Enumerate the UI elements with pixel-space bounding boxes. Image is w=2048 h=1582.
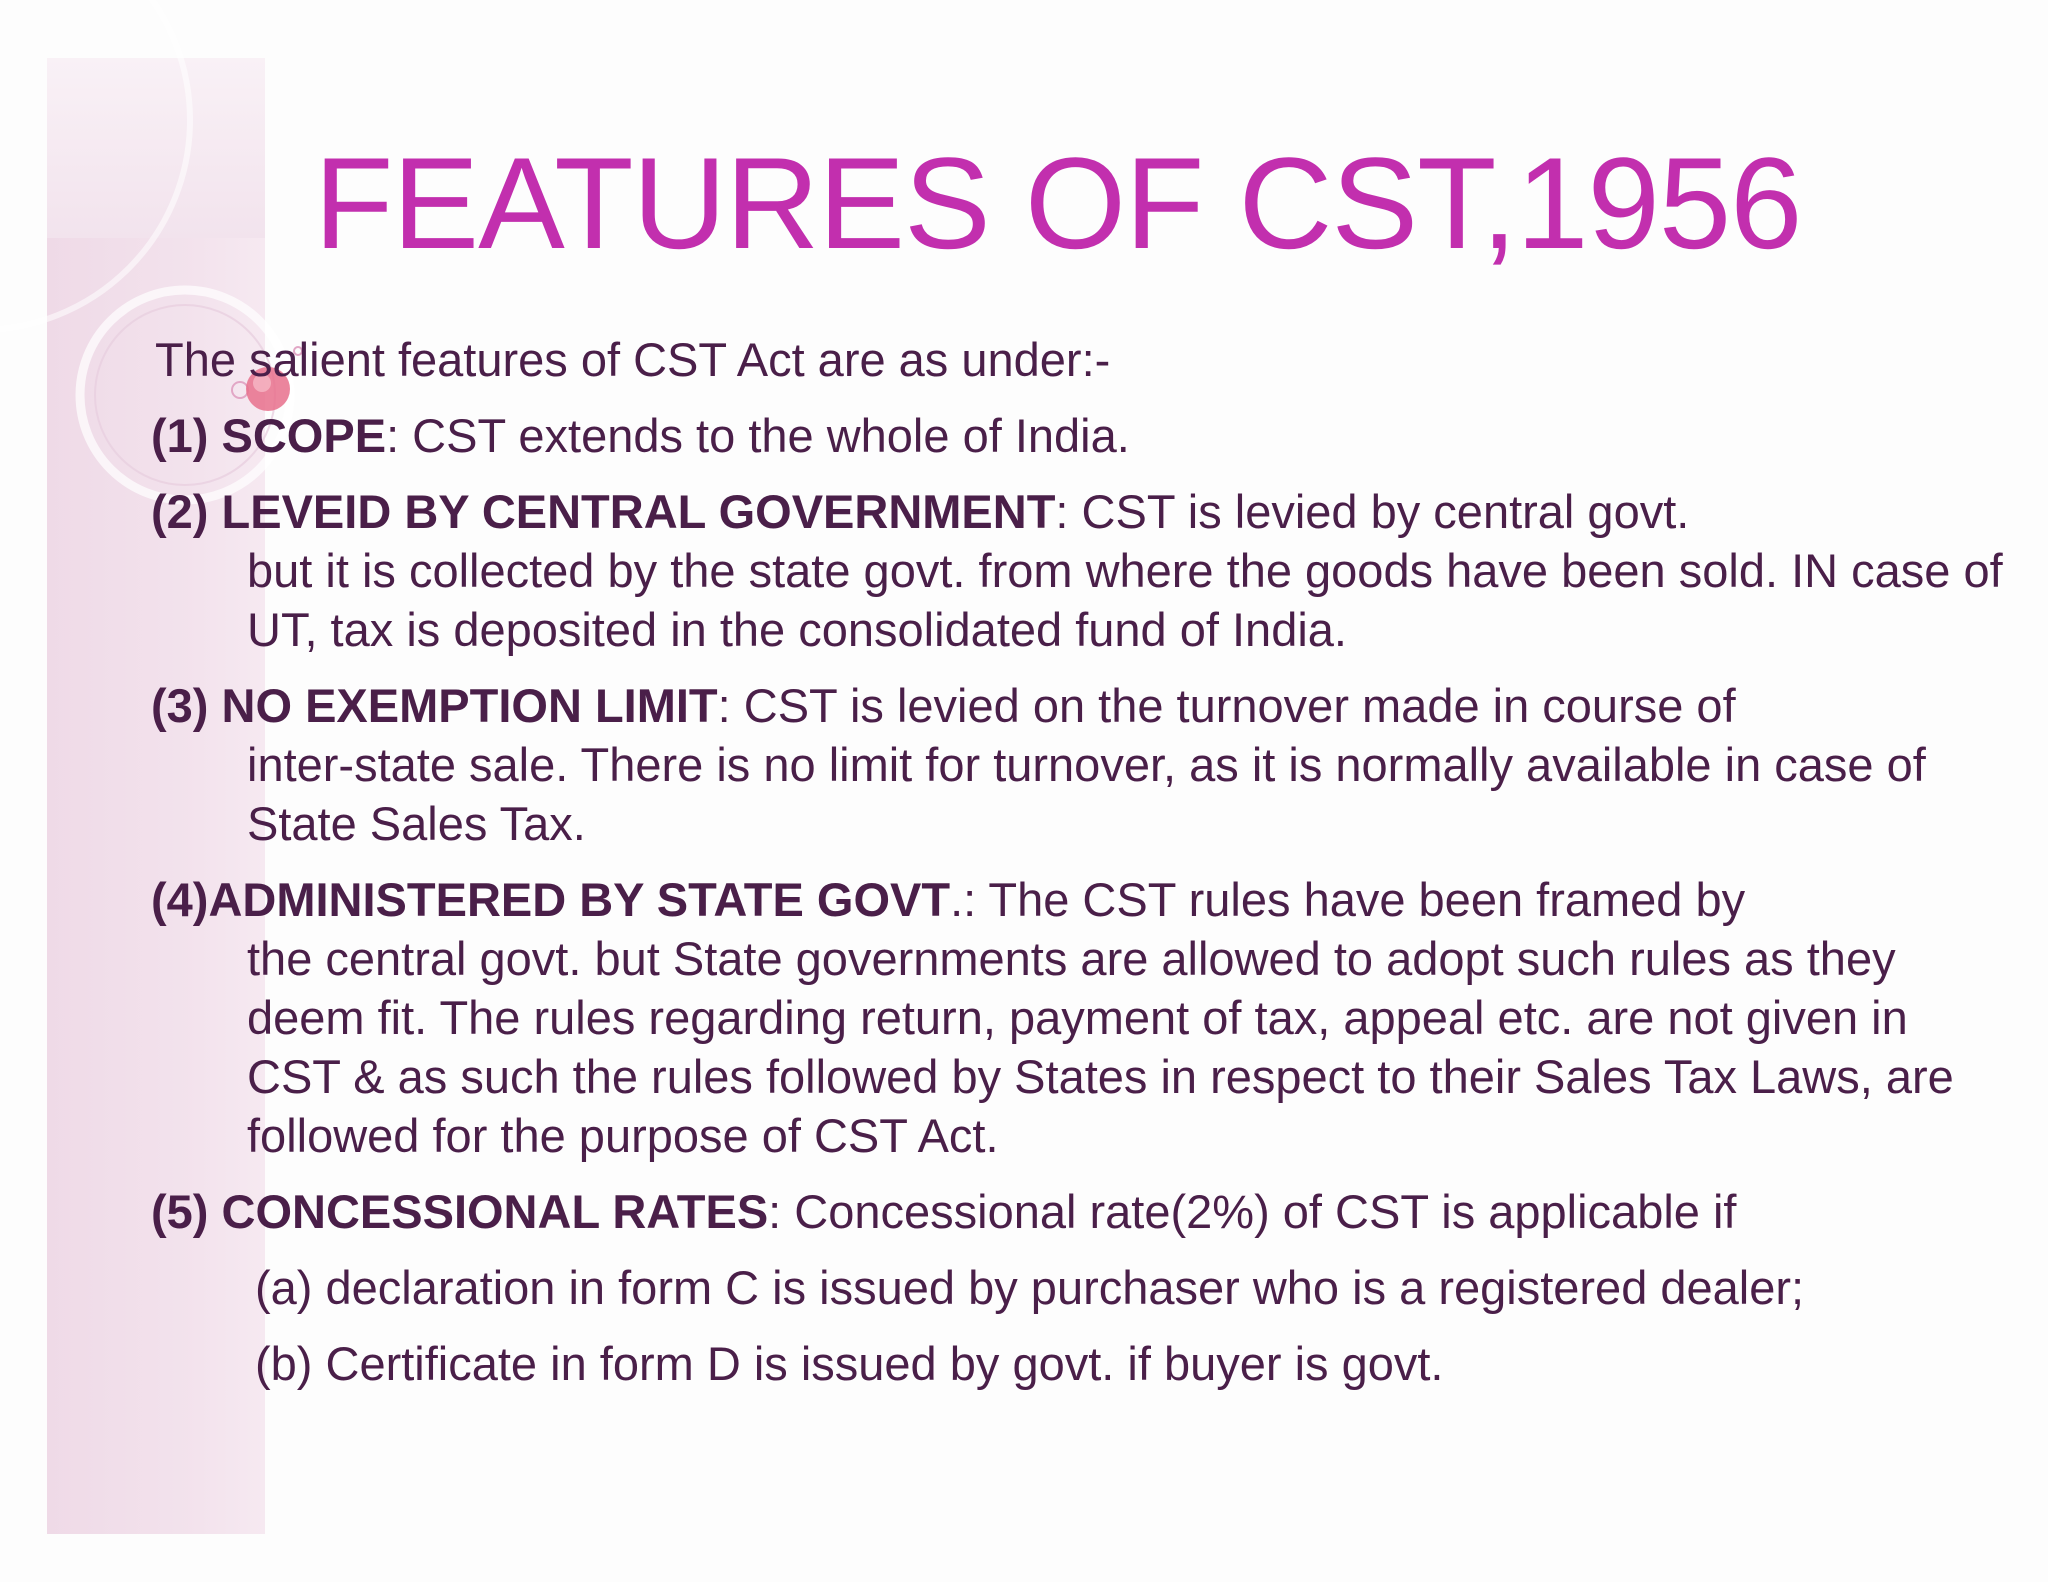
slide-title: FEATURES OF CST,1956 — [314, 130, 1802, 276]
feature-heading: CONCESSIONAL RATES — [221, 1185, 769, 1238]
feature-text: : CST is levied on the turnover made in course of — [717, 679, 1736, 732]
feature-heading: NO EXEMPTION LIMIT — [221, 679, 718, 732]
feature-item — [151, 870, 2011, 1165]
feature-number: (5) — [151, 1185, 209, 1238]
feature-item — [151, 1182, 2011, 1241]
sub-item: (a) declaration in form C is issued by purchaser who is a registered dealer; — [255, 1261, 1805, 1314]
feature-item — [151, 676, 2011, 853]
feature-heading: LEVEID BY CENTRAL GOVERNMENT — [221, 485, 1056, 538]
feature-number: (3) — [151, 679, 209, 732]
feature-continuation: inter-state sale. There is no limit for turnover, as it is normally available in case of State Sales Tax. — [247, 738, 1926, 850]
feature-text: .: The CST rules have been framed by — [950, 873, 1746, 926]
feature-item — [151, 406, 2011, 465]
feature-number: (2) — [151, 485, 209, 538]
intro-text: The salient features of CST Act are as under:- — [155, 333, 1111, 386]
feature-heading: SCOPE — [221, 409, 387, 462]
feature-continuation: the central govt. but State governments are allowed to adopt such rules as they deem fit. The rules regarding return, payment of tax, appeal etc. are not given in CST & as such the rules followed by States in respect to their Sales Tax Laws, are followed for the purpose of CST Act. — [247, 932, 1954, 1162]
feature-text: : CST is levied by central govt. — [1055, 485, 1690, 538]
feature-text: : Concessional rate(2%) of CST is applicable if — [768, 1185, 1737, 1238]
feature-text: : CST extends to the whole of India. — [386, 409, 1130, 462]
sub-item: (b) Certificate in form D is issued by govt. if buyer is govt. — [255, 1337, 1444, 1390]
feature-item — [151, 482, 2011, 659]
feature-number: (1) — [151, 409, 209, 462]
feature-number: (4) — [151, 873, 209, 926]
feature-continuation: but it is collected by the state govt. from where the goods have been sold. IN case of UT, tax is deposited in the consolidated fund of India. — [247, 544, 2003, 656]
feature-heading: ADMINISTERED BY STATE GOVT — [208, 873, 951, 926]
slide-content — [151, 330, 2011, 1410]
